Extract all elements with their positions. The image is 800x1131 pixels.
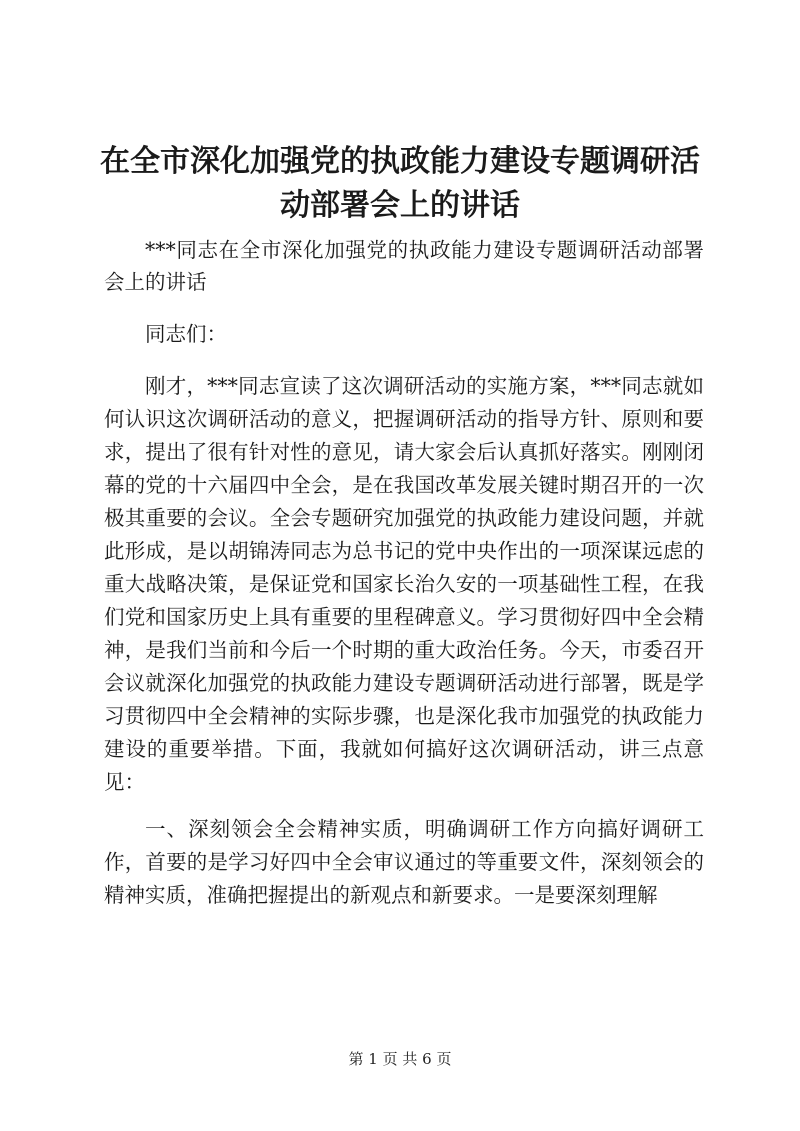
- page-footer: 第 1 页 共 6 页: [348, 1050, 452, 1068]
- salutation: 同志们：: [145, 322, 227, 346]
- document-title: 在全市深化加强党的执政能力建设专题调研活动部署会上的讲话: [100, 144, 700, 223]
- paragraph: 刚才，***同志宣读了这次调研活动的实施方案，***同志就如何认识这次调研活动的意义，把握调研活动的指导方针、原则和要求，提出了很有针对性的意见，请大家会后认真抓好落实。刚刚闭幕的党的十六届四中全会，是在我国改革发展关键时期召开的一次极其重要的会议。全会专题研究加强党的执政能力建设问题，并就此形成，是以胡锦涛同志为总书记的党中央作出的一项深谋远虑的重大战略决策，是保证党和国家长治久安的一项基础性工程，在我们党和国家历史上具有重要的里程碑意义。学习贯彻好四中全会精神，是我们当前和今后一个时期的重大政治任务。今天，市委召开会议就深化加强党的执政能力建设专题调研活动进行部署，既是学习贯彻四中全会精神的实际步骤，也是深化我市加强党的执政能力建设的重要举措。下面，我就如何搞好这次调研活动，讲三点意见：: [104, 374, 704, 794]
- document-body: [104, 234, 704, 912]
- speech-subtitle: ***同志在全市深化加强党的执政能力建设专题调研活动部署会上的讲话: [104, 238, 704, 294]
- section-paragraph: 一、深刻领会全会精神实质，明确调研工作方向搞好调研工作，首要的是学习好四中全会审议通过的等重要文件，深刻领会的精神实质，准确把握提出的新观点和新要求。一是要深刻理解: [104, 817, 704, 907]
